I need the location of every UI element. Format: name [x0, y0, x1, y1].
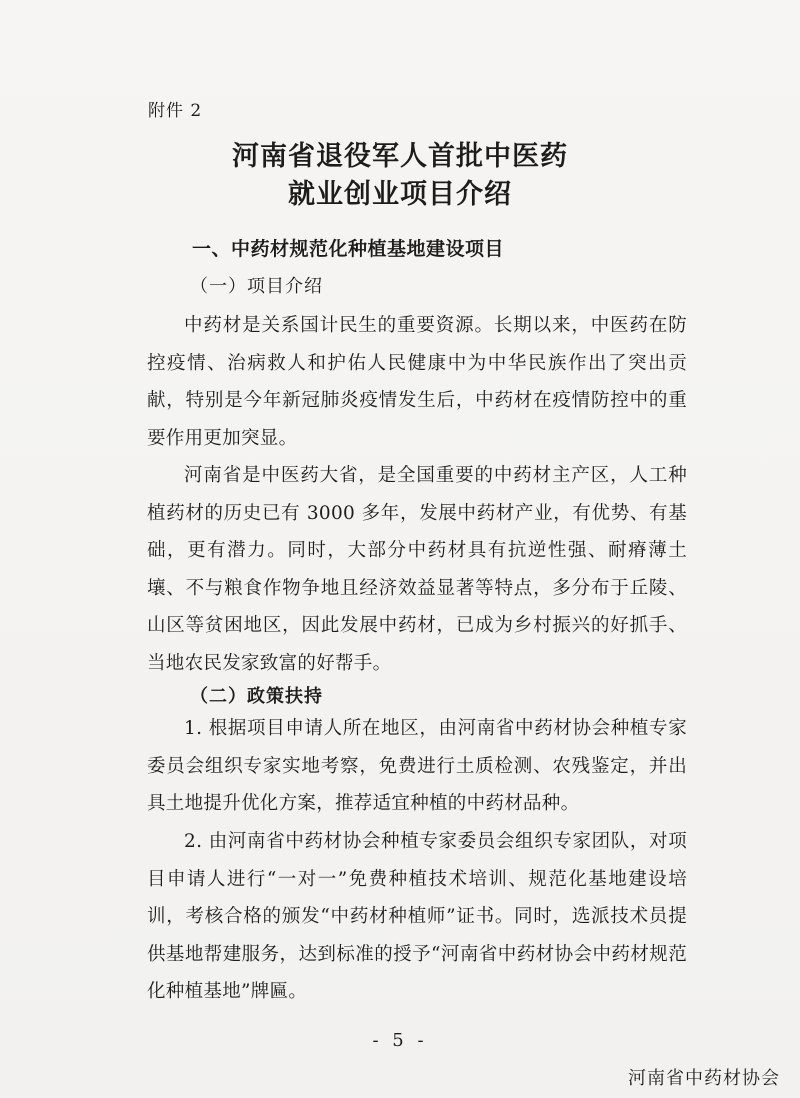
- subsection-heading-policy: （二）政策扶持: [190, 686, 323, 707]
- page-number: - 5 -: [372, 1030, 428, 1051]
- section-heading: 一、中药材规范化种植基地建设项目: [192, 238, 505, 260]
- attachment-label: 附件 2: [148, 101, 203, 121]
- paragraph: 河南省是中医药大省，是全国重要的中药材主产区，人工种植药材的历史已有 3000 多年，发展中药材产业，有优势、有基础，更有潜力。同时，大部分中药材具有抗逆性强、耐瘠薄土壤、不与粮食作物争地且经济效益显著等特点，多分布于丘陵、山区等贫困地区，因此发展中药材，已成为乡村振兴的好抓手、当地农民发家致富的好帮手。: [147, 465, 687, 674]
- paragraph: 1. 根据项目申请人所在地区，由河南省中药材协会种植专家委员会组织专家实地考察，免费进行土质检测、农残鉴定，并出具土地提升优化方案，推荐适宜种植的中药材品种。: [147, 718, 687, 814]
- subsection-heading-intro: （一）项目介绍: [190, 276, 323, 297]
- document-title-line1: 河南省退役军人首批中医药: [232, 141, 568, 172]
- paragraph: 2. 由河南省中药材协会种植专家委员会组织专家团队，对项目申请人进行“一对一”免费种植技术培训、规范化基地建设培训，考核合格的颁发“中药材种植师”证书。同时，选派技术员提供基地帮建服务，达到标准的授予“河南省中药材协会中药材规范化种植基地”牌匾。: [147, 831, 687, 1002]
- document-title-line2: 就业创业项目介绍: [288, 179, 512, 210]
- organization-watermark: 河南省中药材协会: [628, 1068, 780, 1089]
- paragraph: 中药材是关系国计民生的重要资源。长期以来，中医药在防控疫情、治病救人和护佑人民健康中为中华民族作出了突出贡献，特别是今年新冠肺炎疫情发生后，中药材在疫情防控中的重要作用更加突显。: [147, 315, 687, 449]
